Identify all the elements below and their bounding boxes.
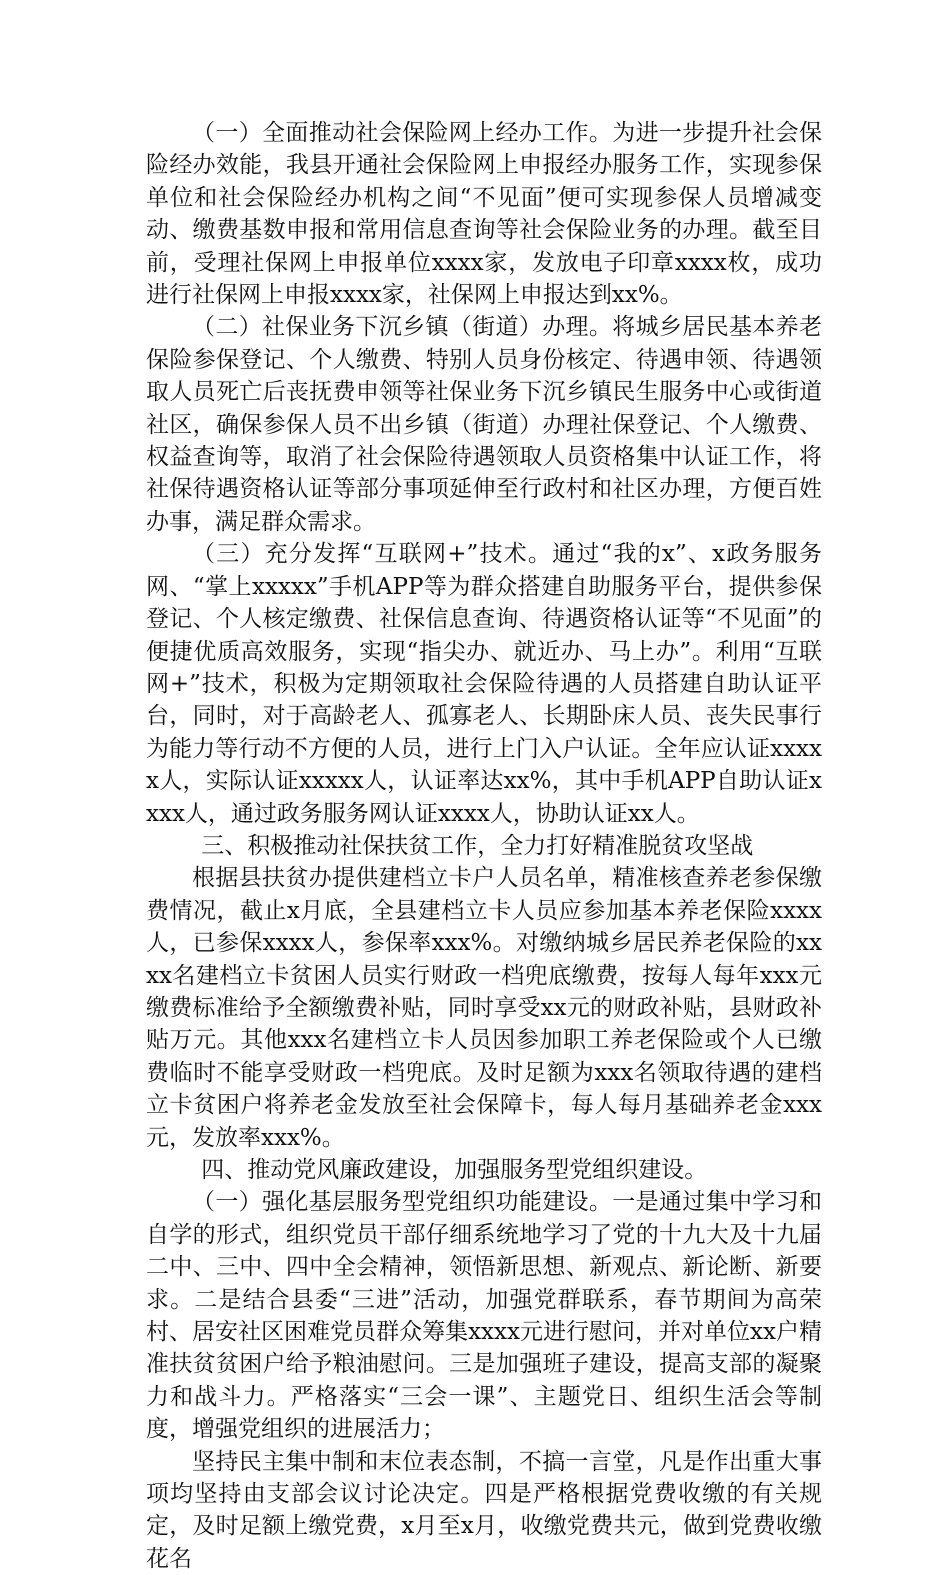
paragraph-township-services: （二）社保业务下沉乡镇（街道）办理。将城乡居民基本养老保险参保登记、个人缴费、特别人员身份核定、待遇申领、待遇领取人员死亡后丧抚费申领等社保业务下沉乡镇民生服务中心或街道社区，确保参保人员不出乡镇（街道）办理社保登记、个人缴费、权益查询等，取消了社会保险待遇领取人员资格集中认证工作，将社保待遇资格认证等部分事项延伸至行政村和社区办理，方便百姓办事，满足群众需求。 — [146, 314, 822, 535]
section-heading-poverty: 三、积极推动社保扶贫工作，全力打好精准脱贫攻坚战 — [201, 832, 754, 859]
paragraph-poverty-insurance: 根据县扶贫办提供建档立卡户人员名单，精准核查养老参保缴费情况，截止x月底，全县建档立卡人员应参加基本养老保险xxxx人，已参保xxxx人，参保率xxx%。对缴纳城乡居民养老保险的xxxx名建档立卡贫困人员实行财政一档兜底缴费，按每人每年xxx元缴费标准给予全额缴费补贴，同时享受xx元的财政补贴，县财政补贴万元。其他xxx名建档立卡人员因参加职工养老保险或个人已缴费临时不能享受财政一档兜底。及时足额为xxx名领取待遇的建档立卡贫困户将养老金发放至社会保障卡，每人每月基础养老金xxx元，发放率xxx%。 — [146, 865, 822, 1151]
paragraph-internet-plus: （三）充分发挥“互联网+”技术。通过“我的x”、x政务服务网、“掌上xxxxx”手机APP等为群众搭建自助服务平台，提供参保登记、个人核定缴费、社保信息查询、待遇资格认证等“不见面”的便捷优质高效服务，实现“指尖办、就近办、马上办”。利用“互联网+”技术，积极为定期领取社会保险待遇的人员搭建自助认证平台，同时，对于高龄老人、孤寡老人、长期卧床人员、丧失民事行为能力等行动不方便的人员，进行上门入户认证。全年应认证xxxxx人，实际认证xxxxx人，认证率达xx%，其中手机APP自助认证xxxx人，通过政务服务网认证xxxx人，协助认证xx人。 — [146, 541, 822, 827]
paragraph-democratic-centralism: 坚持民主集中制和末位表态制，不搞一言堂，凡是作出重大事项均坚持由支部会议讨论决定。四是严格根据党费收缴的有关规定，及时足额上缴党费，x月至x月，收缴党费共元，做到党费收缴花名 — [146, 1448, 822, 1572]
paragraph-online-services: （一）全面推动社会保险网上经办工作。为进一步提升社会保险经办效能，我县开通社会保险网上申报经办服务工作，实现参保单位和社会保险经办机构之间“不见面”便可实现参保人员增减变动、缴费基数申报和常用信息查询等社会保险业务的办理。截至目前，受理社保网上申报单位xxxx家，发放电子印章xxxx枚，成功进行社保网上申报xxxx家，社保网上申报达到xx%。 — [146, 120, 822, 309]
section-heading-party: 四、推动党风廉政建设，加强服务型党组织建设。 — [201, 1157, 708, 1183]
paragraph-party-organization: （一）强化基层服务型党组织功能建设。一是通过集中学习和自学的形式，组织党员干部仔细系统地学习了党的十九大及十九届二中、三中、四中全会精神，领悟新思想、新观点、新论断、新要求。二是结合县委“三进”活动，加强党群联系，春节期间为高荣村、居安社区困难党员群众筹集xxxx元进行慰问，并对单位xx户精准扶贫贫困户给予粮油慰问。三是加强班子建设，提高支部的凝聚力和战斗力。严格落实“三会一课”、主题党日、组织生活会等制度，增强党组织的进展活力； — [146, 1189, 822, 1443]
document-body — [146, 117, 822, 1575]
